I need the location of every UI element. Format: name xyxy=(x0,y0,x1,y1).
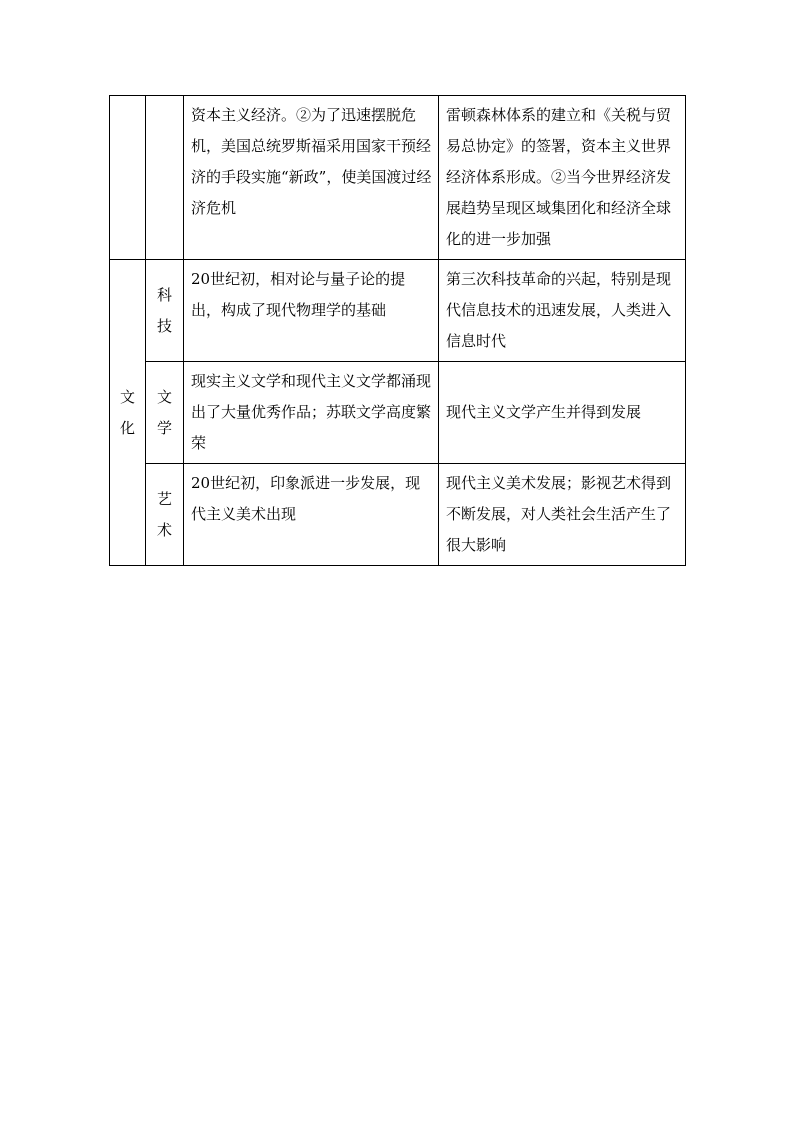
empty-cell xyxy=(110,96,146,260)
table-cell-late-period: 第三次科技革命的兴起，特别是现代信息技术的迅速发展，人类进入信息时代 xyxy=(439,260,686,362)
subcategory-label-art: 艺术 xyxy=(146,464,184,566)
table-row xyxy=(110,260,686,362)
table-cell-late-period: 现代主义美术发展；影视艺术得到不断发展，对人类社会生活产生了很大影响 xyxy=(439,464,686,566)
category-label-culture: 文化 xyxy=(110,260,146,566)
table-cell-early-period: 资本主义经济。②为了迅速摆脱危机，美国总统罗斯福采用国家干预经济的手段实施“新政”，使美国渡过经济危机 xyxy=(184,96,439,260)
table-row xyxy=(110,464,686,566)
table-row xyxy=(110,362,686,464)
subcategory-label-literature: 文学 xyxy=(146,362,184,464)
table-row xyxy=(110,96,686,260)
table-cell-late-period: 现代主义文学产生并得到发展 xyxy=(439,362,686,464)
subcategory-label-tech: 科技 xyxy=(146,260,184,362)
empty-cell xyxy=(146,96,184,260)
table-cell-late-period: 雷顿森林体系的建立和《关税与贸易总协定》的签署，资本主义世界经济体系形成。②当今世界经济发展趋势呈现区域集团化和经济全球化的进一步加强 xyxy=(439,96,686,260)
table-cell-early-period: 20世纪初，印象派进一步发展，现代主义美术出现 xyxy=(184,464,439,566)
table-cell-early-period: 20世纪初，相对论与量子论的提出，构成了现代物理学的基础 xyxy=(184,260,439,362)
history-summary-table xyxy=(109,95,686,566)
table-cell-early-period: 现实主义文学和现代主义文学都涌现出了大量优秀作品；苏联文学高度繁荣 xyxy=(184,362,439,464)
